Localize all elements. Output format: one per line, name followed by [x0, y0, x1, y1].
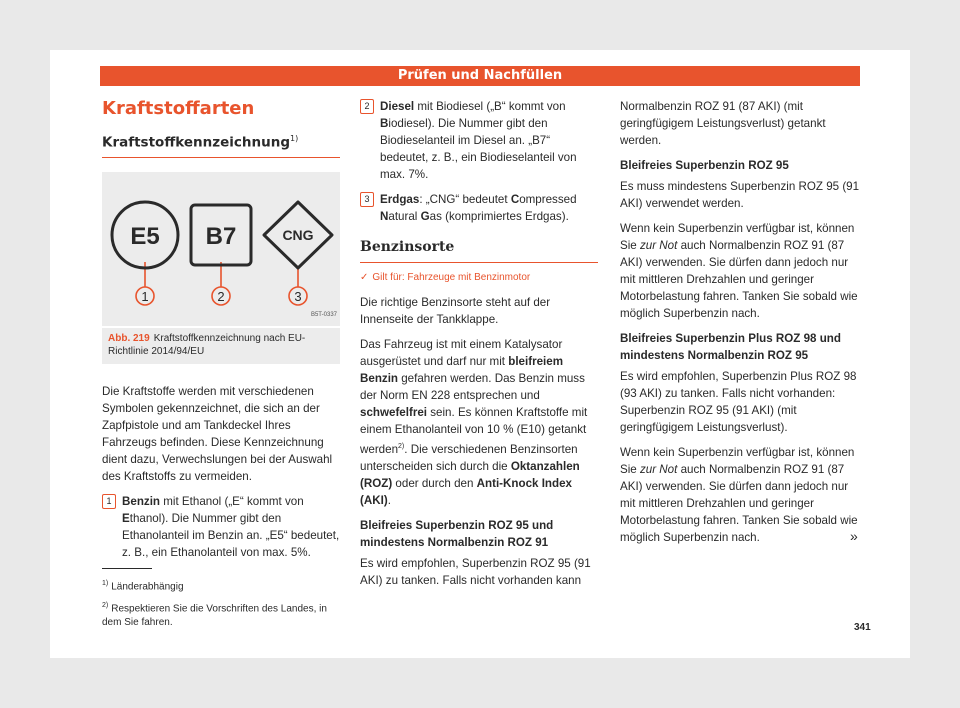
item-term: Diesel: [380, 100, 415, 113]
italic-run: zur Not: [639, 239, 678, 252]
paragraph-roz95-fallback: [620, 220, 862, 322]
text-run: sein. Es können Kraftstoffe mit einem Ethanolanteil von 10 % (E10) getankt werden: [360, 406, 588, 456]
check-icon: ✓: [360, 272, 369, 283]
item-text: as (komprimiertes Erdgas).: [429, 210, 569, 223]
bold-run: Anti-Knock Index (AKI): [360, 476, 572, 507]
item-text: ompressed: [519, 193, 577, 206]
bold-run: Oktanzahlen (ROZ): [360, 459, 580, 490]
b7-label: B7: [205, 222, 237, 250]
paragraph-roz95: Es muss mindestens Superbenzin ROZ 95 (91 AKI) verwendet werden.: [620, 180, 860, 210]
bold-run: bleifreiem Benzin: [360, 355, 564, 385]
paragraph-catalyst: [360, 336, 600, 509]
figure-fuel-labels: [102, 172, 340, 364]
subtitle: [102, 130, 340, 158]
footnote-text: Respektieren Sie die Vorschriften des Landes, in dem Sie fahren.: [102, 603, 327, 628]
continue-marker-icon: »: [850, 528, 858, 544]
manual-page: [50, 50, 910, 658]
figure-code: B5T-0337: [310, 311, 337, 318]
item-text: mit Ethanol („E“ kommt von: [160, 494, 304, 508]
column-left: [102, 98, 394, 569]
item-text: mit Biodiesel („B“ kommt von: [414, 100, 566, 113]
paragraph-tank-flap: Die richtige Benzinsorte steht auf der Innenseite der Tankklappe.: [360, 296, 551, 326]
text-run: gefahren werden. Das Benzin muss der Norm EN 228 entsprechen und: [360, 372, 585, 402]
list-item-diesel: [360, 98, 600, 183]
text-run: . Die verschiedenen Benzinsorten unterscheiden sich durch die: [360, 442, 578, 473]
item-number-badge: 2: [360, 99, 374, 114]
paragraph-roz98: Es wird empfohlen, Superbenzin Plus ROZ 98 (93 AKI) zu tanken. Falls nicht vorhanden: Superbenzin ROZ 95 (91 AKI) (mit geringfügigem Leistungsverlust).: [620, 370, 857, 434]
footnote-ref-1: 1): [290, 134, 299, 143]
figure-caption-text: Kraftstoffkennzeichnung nach EU-Richtlinie 2014/94/EU: [108, 332, 306, 357]
figure-image: [102, 172, 340, 326]
item-number-badge: 1: [102, 494, 116, 509]
text-run: Das Fahrzeug ist mit einem Katalysator ausgerüstet und darf nur mit: [360, 338, 563, 368]
paragraph-roz95-91: Es wird empfohlen, Superbenzin ROZ 95 (91 AKI) zu tanken. Falls nicht vorhanden kann: [360, 556, 591, 587]
item-term: Erdgas: [380, 193, 420, 206]
page-title: Kraftstoffarten: [102, 98, 255, 119]
callout-number-2: 2: [217, 288, 225, 304]
item-highlight: B: [380, 117, 389, 130]
list-item-benzin: [102, 493, 340, 561]
footnote-text: Länderabhängig: [111, 581, 184, 593]
section-heading-benzinsorte: Benzinsorte: [360, 239, 598, 263]
item-text: thanol). Die Nummer gibt den Ethanolanteil im Benzin an. „E5“ bedeutet, z. B., ein Ethanolanteil von max. 5%.: [122, 511, 340, 559]
text-run: .: [387, 493, 391, 507]
item-number-badge: 3: [360, 192, 374, 207]
column-right: [620, 98, 862, 554]
italic-run: zur Not: [639, 463, 678, 476]
subtitle-text: Kraftstoffkennzeichnung: [102, 134, 290, 151]
column-middle: [360, 98, 600, 597]
footnote-mark: 1): [102, 580, 109, 587]
figure-caption: [102, 328, 340, 364]
callout-number-3: 3: [294, 288, 302, 304]
page-number: 341: [854, 622, 871, 633]
heading-roz98: Bleifreies Superbenzin Plus ROZ 98 und mindestens Normalbenzin ROZ 95: [620, 332, 841, 362]
footnote-mark: 2): [102, 602, 109, 610]
paragraph-roz95-91-cont: Normalbenzin ROZ 91 (87 AKI) (mit geringfügigem Leistungsverlust) getankt werden.: [620, 100, 826, 147]
text-run: Wenn kein Superbenzin verfügbar ist, können Sie: [620, 446, 855, 476]
fuel-symbols-illustration: [102, 172, 340, 326]
heading-roz95: Bleifreies Superbenzin ROZ 95: [620, 159, 789, 172]
cng-label: CNG: [282, 226, 314, 243]
applies-to-text: Gilt für: Fahrzeuge mit Benzinmotor: [372, 272, 531, 283]
item-highlight: G: [420, 210, 430, 223]
text-run: oder durch den: [392, 476, 477, 490]
callout-number-1: 1: [141, 288, 149, 304]
item-text: atural: [388, 210, 421, 223]
text-run: Wenn kein Superbenzin verfügbar ist, können Sie: [620, 222, 855, 252]
item-highlight: C: [510, 193, 520, 206]
text-run: auch Normalbenzin ROZ 91 (87 AKI) verwenden. Sie dürfen dann jedoch nur mit mittleren Drehzahlen und geringer Motorbelastung fahren. Tanken Sie sobald wie möglich Superbenzin nach.: [620, 463, 858, 544]
heading-roz95-91: Bleifreies Superbenzin ROZ 95 und mindestens Normalbenzin ROZ 91: [360, 518, 554, 549]
item-text: : „CNG“ bedeutet: [419, 193, 511, 206]
figure-label: Abb. 219: [108, 332, 150, 344]
item-text: iodiesel). Die Nummer gibt den Biodieselanteil im Diesel an. „B7“ bedeutet, z. B., ein Biodieselanteil von max. 7%.: [380, 117, 577, 181]
footnote-divider: [102, 568, 152, 569]
paragraph-roz98-fallback: [620, 444, 862, 546]
text-run: auch Normalbenzin ROZ 91 (87 AKI) verwenden. Sie dürfen dann jedoch nur mit mittleren Drehzahlen und geringer Motorbelastung fahren. Tanken Sie sobald wie möglich Superbenzin nach.: [620, 239, 858, 320]
footnote-ref-2: 2): [398, 443, 405, 450]
item-highlight: N: [380, 210, 389, 223]
bold-run: schwefelfrei: [360, 406, 428, 419]
item-term: Benzin: [122, 494, 161, 508]
e5-label: E5: [130, 222, 160, 250]
list-item-erdgas: [360, 191, 600, 225]
footnote-1: [102, 577, 342, 593]
intro-paragraph: Die Kraftstoffe werden mit verschiedenen Symbolen gekennzeichnet, die sich an der Zapfpistole und am Tankdeckel Ihres Fahrzeugs befinden. Diese Kennzeichnung dient dazu, Verwechslungen bei der Auswahl des Kraftstoffs zu vermeiden.: [102, 384, 333, 483]
item-highlight: E: [122, 511, 130, 525]
footnote-2: [102, 599, 342, 628]
applies-to-note: [360, 269, 600, 286]
section-header: Prüfen und Nachfüllen: [100, 66, 860, 86]
footnotes: [102, 568, 342, 635]
